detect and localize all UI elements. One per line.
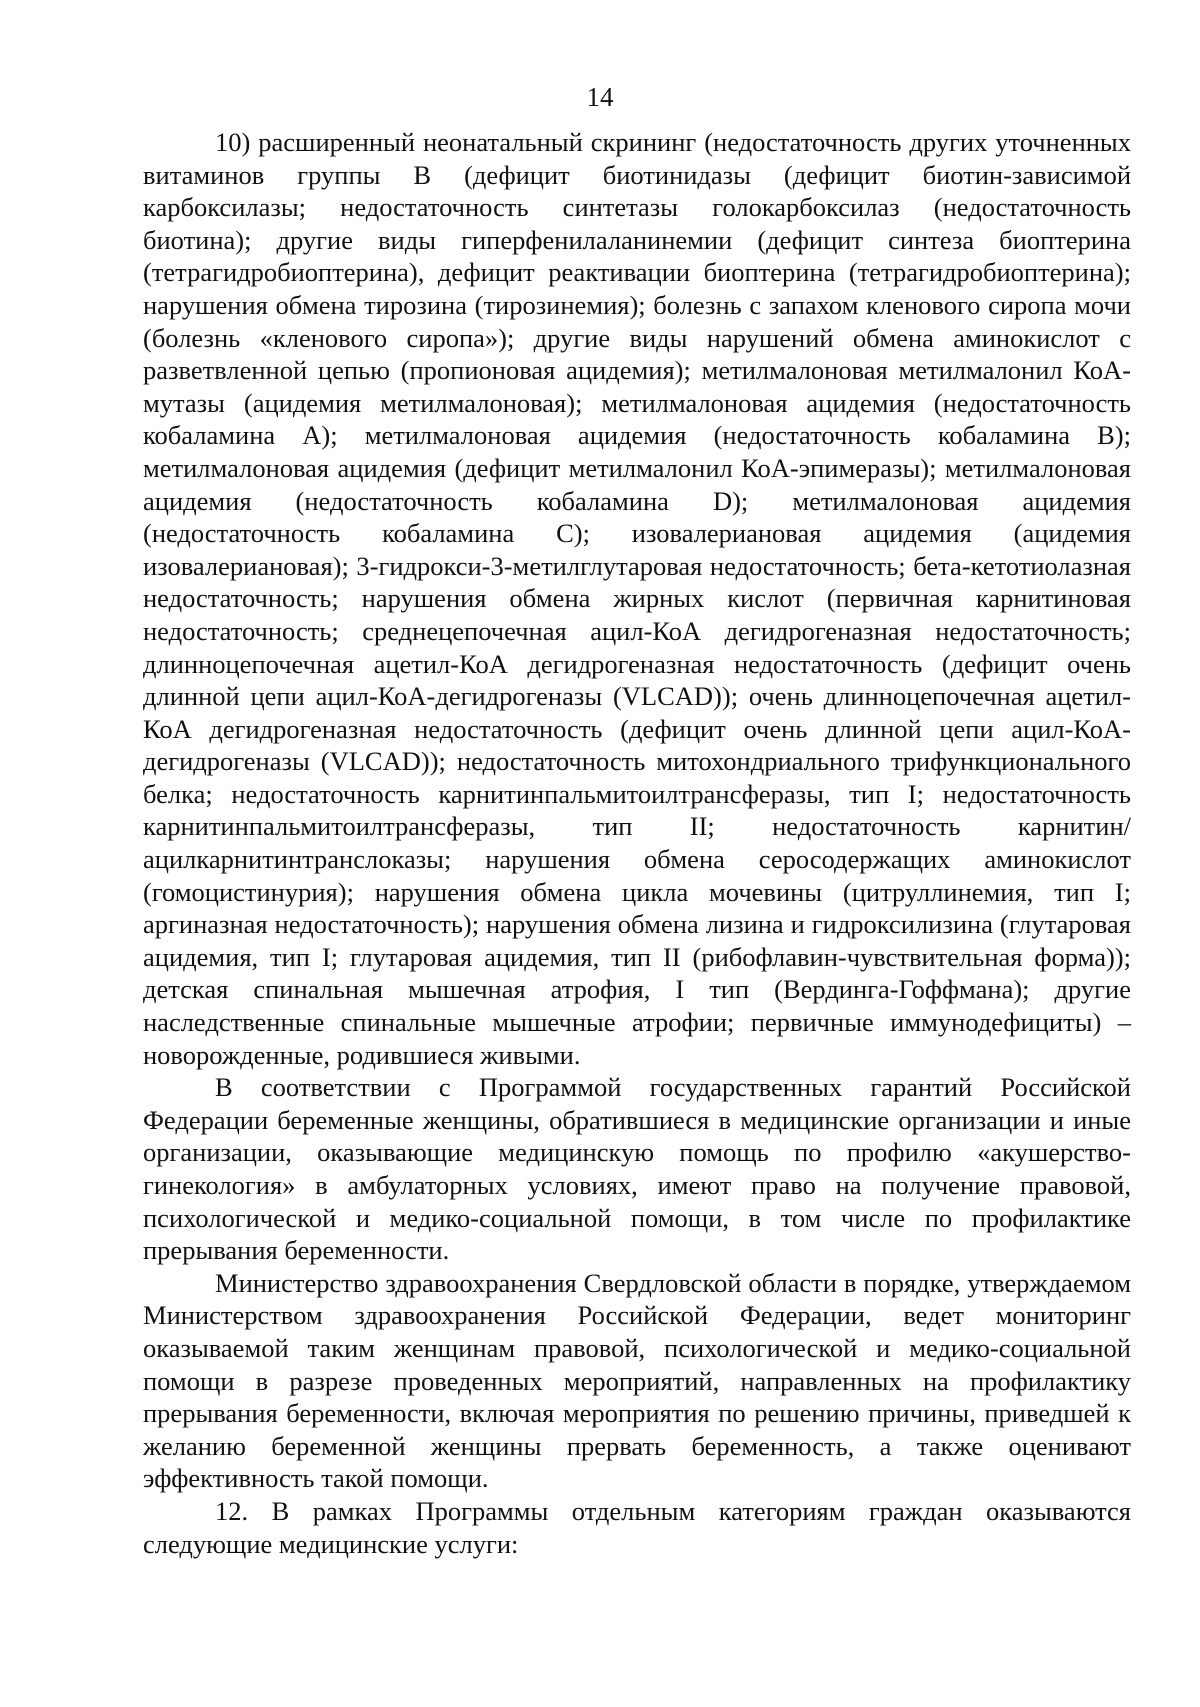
page-number: 14 bbox=[586, 82, 614, 112]
document-body bbox=[143, 126, 1131, 1560]
paragraph-neonatal-screening: 10) расширенный неонатальный скрининг (недостаточность других уточненных витаминов группы В (дефицит биотинидазы (дефицит биотин-зависимой карбоксилазы; недостаточность синтетазы голокарбоксилаз (недостаточность биотина); другие виды гиперфенилаланинемии (дефицит синтеза биоптерина (тетрагидробиоптерина), дефицит реактивации биоптерина (тетрагидробиоптерина); нарушения обмена тирозина (тирозинемия); болезнь с запахом кленового сиропа мочи (болезнь «кленового сиропа»); другие виды нарушений обмена аминокислот с разветвленной цепью (пропионовая ацидемия); метилмалоновая метилмалонил КоА-мутазы (ацидемия метилмалоновая); метилмалоновая ацидемия (недостаточность кобаламина А); метилмалоновая ацидемия (недостаточность кобаламина В); метилмалоновая ацидемия (дефицит метилмалонил КоА-эпимеразы); метилмалоновая ацидемия (недостаточность кобаламина D); метилмалоновая ацидемия (недостаточность кобаламина С); изовалериановая ацидемия (ацидемия изовалериановая); 3-гидрокси-3-метилглутаровая недостаточность; бета-кетотиолазная недостаточность; нарушения обмена жирных кислот (первичная карнитиновая недостаточность; среднецепочечная ацил-КоА дегидрогеназная недостаточность; длинноцепочечная ацетил-КоА дегидрогеназная недостаточность (дефицит очень длинной цепи ацил-КоА-дегидрогеназы (VLCAD)); очень длинноцепочечная ацетил-КоА дегидрогеназная недостаточность (дефицит очень длинной цепи ацил-КоА-дегидрогеназы (VLCAD)); недостаточность митохондриального трифункционального белка; недостаточность карнитинпальмитоилтрансферазы, тип I; недостаточность карнитинпальмитоилтрансферазы, тип II; недостаточность карнитин/ацилкарнитинтранслоказы; нарушения обмена серосодержащих аминокислот (гомоцистинурия); нарушения обмена цикла мочевины (цитруллинемия, тип I; аргиназная недостаточность); нарушения обмена лизина и гидроксилизина (глутаровая ацидемия, тип I; глутаровая ацидемия, тип II (рибофлавин-чувствительная форма)); детская спинальная мышечная атрофия, I тип (Вердинга-Гоффмана); другие наследственные спинальные мышечные атрофии; первичные иммунодефициты) – новорожденные, родившиеся живыми. bbox=[143, 127, 1131, 1070]
paragraph-ministry-monitoring: Министерство здравоохранения Свердловской области в порядке, утверждаемом Министерством здравоохранения Российской Федерации, ведет мониторинг оказываемой таким женщинам правовой, психологической и медико-социальной помощи в разрезе проведенных мероприятий, направленных на профилактику прерывания беременности, включая мероприятия по решению причины, приведшей к желанию беременной женщины прервать беременность, а также оценивают эффективность такой помощи. bbox=[143, 1267, 1131, 1494]
paragraph-section-12: 12. В рамках Программы отдельным категориям граждан оказываются следующие медицинские услуги: bbox=[143, 1495, 1131, 1559]
paragraph-state-guarantees: В соответствии с Программой государственных гарантий Российской Федерации беременные женщины, обратившиеся в медицинские организации и иные организации, оказывающие медицинскую помощь по профилю «акушерство-гинекология» в амбулаторных условиях, имеют право на получение правовой, психологической и медико-социальной помощи, в том числе по профилактике прерывания беременности. bbox=[143, 1072, 1131, 1266]
